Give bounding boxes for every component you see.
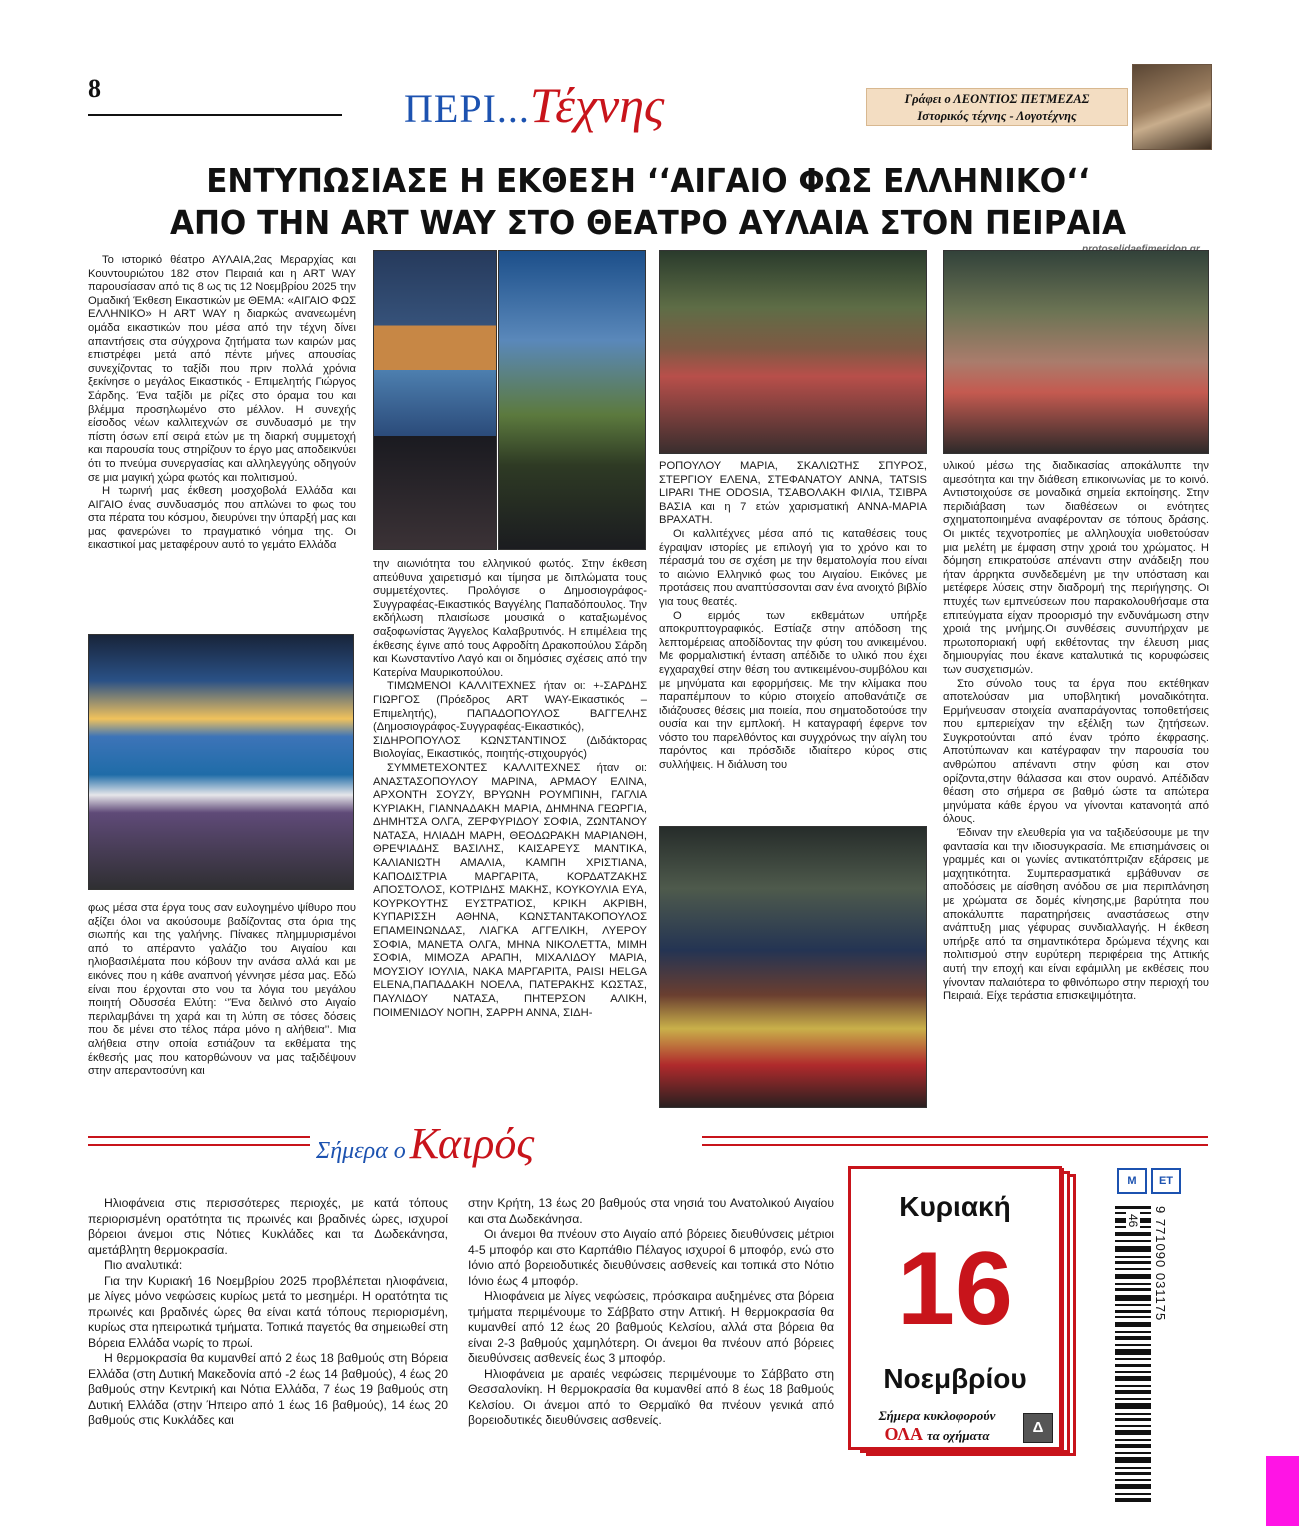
author-photo: [1132, 64, 1212, 150]
section-title-peri: ΠΕΡΙ...: [404, 86, 530, 131]
photo-group-event-2: [943, 250, 1209, 454]
weather-title-kairos: Καιρός: [409, 1119, 535, 1168]
barcode-icon: [1115, 1206, 1151, 1504]
paragraph: υλικού μέσω της διαδικασίας αποκάλυπτε την αμεσότητα και την διάθεση επικοινωνίας με το κοινό. Αντιστοιχούσε σε μοναδικά σημεία εκποίησης. Στην περιδιάβαση των διαθέσεων οι ενότητες σχηματοποιημένα αναφέρονταν σε τόπους δράσης. Οι μικτές τεχνοτροπίες με αλληλουχία υιοθετούσαν μια μελέτη με έμφαση στην χροιά του χρώματος. Η δόμηση επικρατούσε απέναντι στην ανάδειξη που ήταν άρρηκτα συνδεδεμένη με την υπόσταση και μετέφερε λύσεις στην διαδρομή της περιήγησης. Οι πτυχές των εμπνεύσεων που παρακολουθήσαμε στα επιτεύγματα είχαν προορισμό την ενδυνάμωση στην χροιά της μνήμης.Οι συνθέσεις συνυπήρχαν με πρωτοποριακή υφή εκθέτοντας την έλευση μιας δημιουργίας που έκανε καταλυτικά τις κορυφώσεις των συσχετισμών.: [943, 460, 1209, 676]
met-logo-right: ΕΤ: [1151, 1168, 1181, 1194]
author-byline: [866, 88, 1128, 126]
paragraph: Ηλιοφάνεια στις περισσότερες περιοχές, με κατά τόπους περιορισμένη ορατότητα τις πρωινές και βραδινές ώρες, ισχυροί βόρειοι άνεμοι στις Νότιες Κυκλάδες και τα Δωδεκάνησα, αμετάβλητη θερμοκρασία.: [88, 1196, 448, 1257]
author-title: Ιστορικός τέχνης - Λογοτέχνης: [917, 109, 1077, 123]
paragraph: ΤΙΜΩΜΕΝΟΙ ΚΑΛΛΙΤΕΧΝΕΣ ήταν οι: +-ΣΑΡΔΗΣ ΓΙΩΡΓΟΣ (Πρόεδρος ART WAY-Εικαστικός – Επιμελητής), ΠΑΠΑΔΟΠΟΥΛΟΣ ΒΑΓΓΕΛΗΣ (Δημοσιογράφος-Συγγραφέας-Εικαστικός), ΣΙΔΗΡΟΠΟΥΛΟΣ ΚΩΝΣΤΑΝΤΙΝΟΣ (Διδάκτορας Βιολογίας, Εικαστικός, ποιητής-στιχουργός): [373, 680, 647, 761]
paragraph: Το ιστορικό θέατρο ΑΥΛΑΙΑ,2ας Μεραρχίας και Κουντουριώτου 182 στον Πειραιά και η ART WAY παρουσίασαν από τις 8 ως τις 12 Νοεμβρίου 2025 την Ομαδική Έκθεση Εικαστικών με ΘΕΜΑ: «ΑΙΓΑΙΟ ΦΩΣ ΕΛΛΗΝΙΚΟ» Η ART WAY η διαρκώς ανανεωμένη ομάδα εικαστικών που μέσα από την τέχνη δίνει απαντήσεις στα σύγχρονα ζητήματα των καιρών μας επιστρέφει μετά από πέντε μήνες απουσίας συνεχίζοντας το ταξίδι που πριν πολλά χρόνια ξεκίνησε ο μεγάλος Εικαστικός - Επιμελητής Γιώργος Σάρδης. Ένα ταξίδι με ρίζες στο όραμα του και βλέμμα προσηλωμένο στο μέλλον. Η συνεχής είσοδος νέων καλλιτεχνών σε συνδυασμό με την πίστη όσων επί σειρά ετών με τη διαρκή συμμετοχή και παρουσία τους στηρίζουν το έργο μας αποδεικνύει ότι το πνεύμα συνεργασίας και αλληλεγγύης οδηγούν σε μια μαγική χώρα φωτός και πολιτισμού.: [88, 254, 356, 484]
barcode-digits: 9 771090 031175: [1153, 1206, 1168, 1322]
article-column-3: [659, 460, 927, 820]
paragraph: στην Κρήτη, 13 έως 20 βαθμούς στα νησιά του Ανατολικού Αιγαίου και στα Δωδεκάνησα.: [468, 1196, 834, 1226]
article-column-4: [943, 460, 1209, 1120]
paragraph: Η τωρινή μας έκθεση μοσχοβολά Ελλάδα και ΑΙΓΑΙΟ ένας συνδυασμός που απλώνει το φως του στα πέρατα του κόσμου, διευρύνει την ύπαρξή μας και μας φανερώνει το πραγματικό νόημα της. Οι εικαστικοί μας μεταφέρουν αυτό το γεμάτο Ελλάδα: [88, 485, 356, 552]
article-column-1-bottom: [88, 902, 356, 1116]
photo-artist-seated: [373, 250, 497, 550]
article-headline: [122, 160, 1175, 244]
photo-speaker-microphone: [498, 250, 646, 550]
weather-title: [316, 1118, 534, 1169]
weather-rule: [702, 1144, 1208, 1146]
date-calendar: [848, 1166, 1082, 1456]
paragraph: Ηλιοφάνεια με λίγες νεφώσεις, πρόσκαιρα αυξημένες στα βόρεια τμήματα περιμένουμε το Σάββατο στην Αττική. Η θερμοκρασία θα κυμανθεί από 12 έως 20 βαθμούς Κελσίου, αλλά στα βόρεια θα είναι 2-3 βαθμούς χαμηλότερη. Οι άνεμοι θα πνέουν από βόρειες διευθύνσεις ασθενείς έως 3 μποφόρ.: [468, 1289, 834, 1365]
article-column-2: [373, 558, 647, 1118]
calendar-logo-icon: Δ: [1023, 1413, 1053, 1443]
paragraph: Ο ειρμός των εκθεμάτων υπήρξε αποκρυπτογραφικός. Εστίαζε στην απόδοση της λεπτομέρειας αποδίδοντας την φύση του ανικειμένου. Με φορμαλιστική ένταση απέδιδε το υλικό που έχει εγχαραχθεί στην θέση του αντικειμένου-συμβόλου και με μηνύματα και εφορμήσεις. Με την κλίμακα που παραπέμπουν το κύριο στοιχείο αποθανάτιζε σε ιδιάζουσες θέσεις μια ποιεία, που σηματοδοτούσε την ουσία και την εμπλοκή. Η καταγραφή έφερνε τον νόστο του παρελθόντος και συγχρόνως την αίγλη του παρόντος και πρόσδιδε ιδιαίτερο κύρος στις συλλήψεις. Η διάλυση του: [659, 609, 927, 772]
calendar-page: [848, 1166, 1062, 1450]
photo-artist-with-paintings: [88, 634, 354, 890]
paragraph: Έδιναν την ελευθερία για να ταξιδεύσουμε με την φαντασία και την ιδιοσυγκρασία. Με επισημάνσεις οι γραμμές και οι γωνίες αντικατόπτριζαν εξάρσεις με μαχητικότητα. Συμπερασματικά εμβάθυναν σε αποδόσεις με αίσθηση ανόδου σε μια περιπλάνηση με χρώματα σε δομές κίνησης,με βαρύτητα που αποκάλυπτε παρατηρήσεις αναστάσεως στην ανάπτυξη μιας γέφυρας συνδιαλλαγής. Η έκθεση υπήρξε από τα σημαντικότερα δρώμενα τέχνης και πολιτισμού στην ευρύτερη περιφέρεια της Αττικής αυτή την εποχή και είναι εφάμιλλη με εκθέσεις που γίνονταν παλαιότερα το φθινόπωρο στην περιοχή του Πειραιά. Είχε τεράστια επισκεψιμότητα.: [943, 827, 1209, 1003]
article-column-1-top: [88, 254, 356, 628]
met-logo: [1117, 1168, 1183, 1194]
paragraph: ΣΥΜΜΕΤΕΧΟΝΤΕΣ ΚΑΛΛΙΤΕΧΝΕΣ ήταν οι: ΑΝΑΣΤΑΣΟΠΟΥΛΟΥ ΜΑΡΙΝΑ, ΑΡΜΑΟΥ ΕΛΙΝΑ, ΑΡΧΟΝΤΗ ΣΟΥΖΥ, ΒΡΥΩΝΗ ΡΟΥΜΠΙΝΗ, ΓΑΓΛΙΑ ΚΥΡΙΑΚΗ, ΓΙΑΝΝΑΔΑΚΗ ΜΑΡΙΑ, ΔΗΜΗΝΑ ΓΕΩΡΓΙΑ, ΔΗΜΗΤΣΑ ΟΛΓΑ, ΖΕΡΦΥΡΙΔΟΥ ΣΟΦΙΑ, ΖΩΝΤΑΝΟΥ ΝΑΤΑΣΑ, ΗΛΙΑΔΗ ΜΑΡΗ, ΘΕΟΔΩΡΑΚΗ ΜΑΡΙΑΝΘΗ, ΘΡΕΨΙΑΔΗΣ ΒΑΣΙΛΗΣ, ΚΑΙΣΑΡΕΥΣ ΜΑΝΤΙΚΑ, ΚΑΛΙΑΝΙΩΤΗ ΑΜΑΛΙΑ, ΚΑΜΠΗ ΧΡΙΣΤΙΑΝΑ, ΚΑΠΟΔΙΣΤΡΙΑ ΜΑΡΓΑΡΙΤΑ, ΚΟΡΔΑΤΖΑΚΗΣ ΑΠΟΣΤΟΛΟΣ, ΚΟΤΡΙΔΗΣ ΜΑΚΗΣ, ΚΟΥΚΟΥΛΙΑ ΕΥΑ, ΚΟΥΡΚΟΥΤΗΣ ΕΥΣΤΡΑΤΙΟΣ, ΚΡΙΚΗ ΑΚΡΙΒΗ, ΚΥΠΑΡΙΣΣΗ ΑΘΗΝΑ, ΚΩΝΣΤΑΝΤΑΚΟΠΟΥΛΟΣ ΕΠΑΜΕΙΝΩΝΔΑΣ, ΛΙΑΓΚΑ ΑΓΓΕΛΙΚΗ, ΛΥΕΡΟΥ ΣΟΦΙΑ, ΜΑΝΕΤΑ ΟΛΓΑ, ΜΗΝΑ ΝΙΚΟΛΕΤΤΑ, ΜΙΜΗ ΣΟΦΙΑ, ΜΙΜΟΖΑ ΑΡΑΠΗ, ΜΙΧΑΛΙΔΟΥ ΜΑΡΙΑ, ΜΟΥΣΙΟΥ ΙΟΥΛΙΑ, ΝΑΚΑ ΜΑΡΓΑΡΙΤΑ, PAISI HELGA ELENA,ΠΑΠΑΔΑΚΗ ΝΟΕΛΑ, ΠΑΤΕΡΑΚΗΣ ΚΩΣΤΑΣ, ΠΑΥΛΙΔΟΥ ΝΑΤΑΣΑ, ΠΗΤΕΡΣΟΝ ΑΛΙΚΗ, ΠΟΙΜΕΝΙΔΟΥ ΝΟΠΗ, ΣΑΡΡΗ ΑΝΝΑ, ΣΙΔΗ-: [373, 761, 647, 1019]
calendar-day-name: Κυριακή: [899, 1191, 1011, 1222]
traffic-note-line-1: Σήμερα κυκλοφορούν: [878, 1408, 996, 1423]
paragraph: Ηλιοφάνεια με αραιές νεφώσεις περιμένουμε το Σάββατο στη Θεσσαλονίκη. Η θερμοκρασία θα κυμανθεί από 8 έως 18 βαθμούς Κελσίου. Οι άνεμοι από το Θερμαϊκό θα πνέουν γενικά από βορειοδυτικές διευθύνσεις ασθενείς.: [468, 1366, 834, 1427]
weather-column-1: [88, 1196, 448, 1476]
print-color-marker: [1266, 1456, 1299, 1526]
photo-artists-at-bar: [659, 826, 927, 1108]
weather-rule: [702, 1136, 1208, 1138]
paragraph: φως μέσα στα έργα τους σαν ευλογημένο ψίθυρο που αξίζει όλοι να ακούσουμε βαδίζοντας στα όρια της σιωπής και της γαλήνης. Πίνακες πλημμυρισμένοι από το απέραντο γαλάζιο του Αιγαίου και ηλιοβασιλέματα που κόβουν την ανάσα αλλά και με εικόνες που η κάθε αναπνοή γέννησε μέσα μας. Εδώ είναι που έρχονται στο νου τα λόγια του μεγάλου ποιητή Οδυσσέα Ελύτη: ‘’Ένα δειλινό στο Αιγαίο περιλαμβάνει τη χαρά και τη λύπη σε τόσες δόσεις που δε μένει στο τέλος πάρα μόνο η αλήθεια’’. Μια αλήθεια στην οποία εστιάζουν τα εκθέματα της έκθεσής μας που κατορθώνουν να μας ταξιδέψουν στην απεραντοσύνη και: [88, 902, 356, 1078]
traffic-note-ola: ΟΛΑ: [884, 1424, 924, 1444]
paragraph: ΡΟΠΟΥΛΟΥ ΜΑΡΙΑ, ΣΚΑΛΙΩΤΗΣ ΣΠΥΡΟΣ, ΣΤΕΡΓΙΟΥ ΕΛΕΝΑ, ΣΤΕΦΑΝΑΤΟΥ ΑΝΝΑ, TATSIS LIPARI THE ODOSIA, ΤΣΑΒΟΛΑΚΗ ΦΙΛΙΑ, ΤΣΙΒΡΑ ΒΑΣΙΑ και η 7 ετών χαρισματική ΑΝΝΑ-ΜΑΡΙΑ ΒΡΑΧΑΤΗ.: [659, 460, 927, 527]
met-logo-left: Μ: [1117, 1168, 1147, 1194]
section-title: [404, 76, 664, 134]
paragraph: Οι άνεμοι θα πνέουν στο Αιγαίο από βόρειες διευθύνσεις μέτριοι 4-5 μποφόρ και στο Καρπάθιο Πέλαγος ισχυροί 6 μποφόρ, ενώ στο Ιόνιο από βορειοδυτικές διευθύνσεις ασθενείς και τοπικά στο Νότιο Ιόνιο έως 4 μποφόρ.: [468, 1227, 834, 1288]
paragraph: Στο σύνολο τους τα έργα που εκτέθηκαν αποτελούσαν μια υποβλητική μοναδικότητα. Ερμήνευσαν στοιχεία αναπαράγοντας τοποθετήσεις που εμπεριείχαν την εξέλιξη των ζητήσεων. Συγκροτούνται από έναν τρόπο έκφρασης. Αποτύπωναν και κατέγραφαν την παρουσία του ανθρώπου απέναντι στην φύση και στον ορίζοντα,στην θάλασσα και στον ουρανό. Απέδιδαν θέαση στο σήμερα σε βαθμό ώστε τα απώτερα μηνύματα κάθε έργου να γίνονται κατανοητά από όλους.: [943, 677, 1209, 826]
author-name: Γράφει ο ΛΕΟΝΤΙΟΣ ΠΕΤΜΕΖΑΣ: [904, 92, 1090, 106]
calendar-month: Νοεμβρίου: [883, 1363, 1027, 1394]
paragraph: Πιο αναλυτικά:: [104, 1258, 183, 1272]
paragraph: Οι καλλιτέχνες μέσα από τις καταθέσεις τους έγραψαν ιστορίες με επιλογή για το χρόνο και το πέρασμά του σε σχέση με την θεματολογία που είναι το αιώνιο Ελληνικό φως του Αιγαίου. Εικόνες με προτάσεις που αναπτύσσονται σαν ένα ανοιχτό βιβλίο για τους θεατές.: [659, 527, 927, 608]
page-number: 8: [88, 74, 101, 103]
calendar-day-number: 16: [897, 1231, 1013, 1347]
issue-number: 46: [1126, 1214, 1140, 1228]
weather-column-2: [468, 1196, 834, 1476]
section-title-texnis: Τέχνης: [529, 77, 665, 133]
page-number-rule: [88, 114, 342, 116]
paragraph: Η θερμοκρασία θα κυμανθεί από 2 έως 18 βαθμούς στη Βόρεια Ελλάδα (στη Δυτική Μακεδονία από -2 έως 14 βαθμούς), 4 έως 20 βαθμούς στην Κεντρική και Νότια Ελλάδα, 7 έως 19 βαθμούς στη Δυτική Ελλάδα (στην Ήπειρο από 1 έως 16 βαθμούς), 14 έως 20 βαθμούς στις Κυκλάδες και: [88, 1351, 448, 1427]
traffic-note-line-2: τα οχήματα: [927, 1428, 990, 1443]
weather-rule: [88, 1136, 310, 1138]
weather-title-simera: Σήμερα ο: [316, 1138, 406, 1164]
headline-line-2: ΑΠΟ ΤΗΝ ART WAY ΣΤΟ ΘΕΑΤΡΟ ΑΥΛΑΙΑ ΣΤΟΝ ΠΕΙΡΑΙΑ: [169, 203, 1127, 242]
paragraph: την αιωνιότητα του ελληνικού φωτός. Στην έκθεση απεύθυνα χαιρετισμό και τίμησα με διπλώματα τους συμμετέχοντες. Προλόγισε ο Δημοσιογράφος-Συγγραφέας-Εικαστικός Βαγγέλης Παπαδόπουλος. Την εκδήλωση πλαισίωσε μουσικά ο καταξιωμένος σαξοφωνίστας Άγγελος Καλαβρυτινός. Η επιμέλεια της έκθεσης έγινε από τους Αφροδίτη Δρακοπούλου Σάρδη και Κωνσταντίνο Λαγό και οι δημόσιες σχέσεις από την Κατερίνα Μαυρικοπούλου.: [373, 558, 647, 679]
headline-line-1: ΕΝΤΥΠΩΣΙΑΣΕ Η ΕΚΘΕΣΗ ‘‘ΑΙΓΑΙΟ ΦΩΣ ΕΛΛΗΝΙΚΟ‘‘: [206, 161, 1090, 200]
paragraph: Για την Κυριακή 16 Νοεμβρίου 2025 προβλέπεται ηλιοφάνεια, με λίγες μόνο νεφώσεις κυρίως μετά το μεσημέρι. Η ορατότητα τις πρωινές και βραδινές ώρες θα είναι κατά τόπους περιορισμένη, κυρίως στα ηπειρωτικά τμήματα. Τοπικά παγετός θα σημειωθεί στη Βόρεια Ελλάδα νωρίς το πρωί.: [88, 1273, 448, 1350]
photo-group-event: [659, 250, 927, 454]
calendar-traffic-note: [855, 1407, 1019, 1445]
weather-rule: [88, 1144, 310, 1146]
